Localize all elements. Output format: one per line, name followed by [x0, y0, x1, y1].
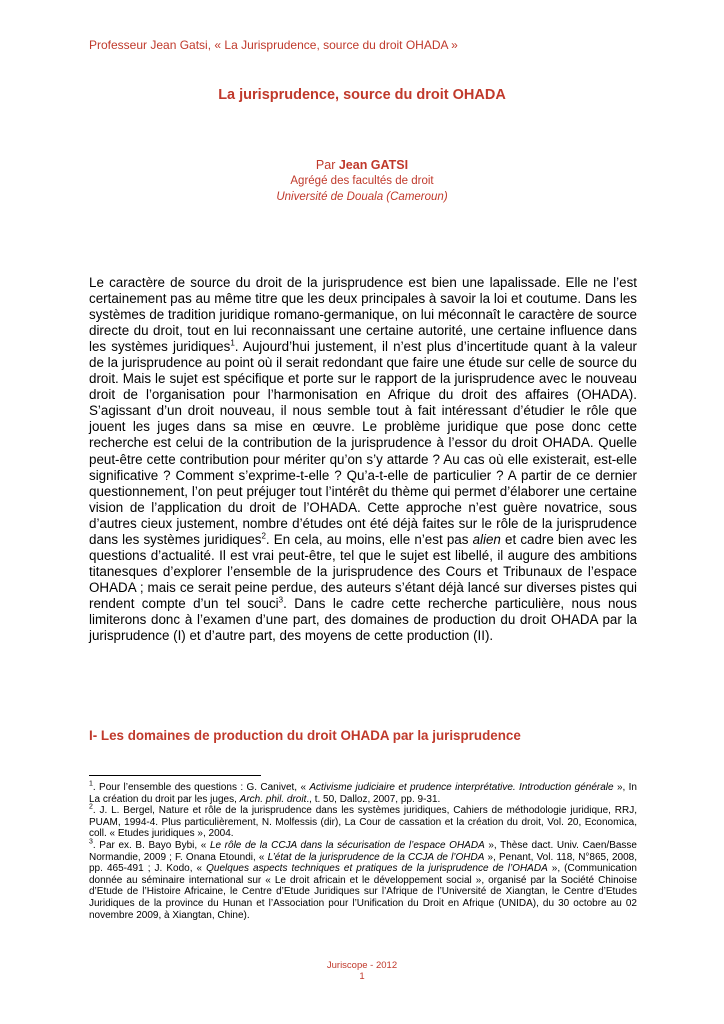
footnote-text: », Penant, Vol. 118, N°865, 2008, pp. 465-491 ; J. Kodo, « [89, 851, 638, 875]
footnote-text: », In La création du droit par les juges, [89, 782, 637, 805]
byline [0, 157, 724, 205]
author-affiliation: Université de Douala (Cameroun) [276, 191, 448, 203]
footnote-ref-1[interactable]: 1 [230, 338, 235, 348]
introduction-paragraph [89, 275, 637, 644]
footnote-text: . Pour l’ensemble des questions : G. Canivet, « [92, 782, 310, 793]
journal-name: Juriscope - 2012 [326, 960, 398, 971]
footnote-ref-3[interactable]: 3 [278, 595, 284, 605]
footnote-3 [89, 840, 637, 921]
footnote-text: », (Communication donnée au séminaire international sur « Le droit africain et le développement social », organisé par la Société Chinoise d’Etude de l’Histoire Africaine, le Centre d’Etude Juridiques sur l’Afrique de l’Université de Xiangtan, le Centre d’Etudes Juridiques de la province du Hunan et l’Association pour l’Unification du Droit en Afrique (UNIDA), du 30 octobre au 02 novembre 2009, à Xiangtan, Chine). [89, 863, 637, 921]
body-text-segment: . Dans le cadre cette recherche particulière, nous nous limiterons donc à l’examen d’une part, des domaines de production du droit OHADA par la jurisprudence (I) et d’autre part, des moyens de cette production (II). [89, 595, 637, 644]
body-italic-word: alien [472, 531, 501, 547]
footnote-number: 2 [89, 803, 93, 811]
author-line [0, 157, 724, 173]
page-number: 1 [359, 971, 365, 982]
footnote-separator [89, 775, 261, 776]
section-heading: I- Les domaines de production du droit OHADA par la jurisprudence [89, 728, 521, 743]
author-prefix: Par [315, 158, 339, 172]
footnote-number: 3 [89, 838, 93, 846]
footnote-number: 1 [89, 780, 93, 788]
footnote-1 [89, 782, 637, 805]
footnote-2 [89, 805, 637, 840]
body-text-segment: . En cela, au moins, elle n’est pas [265, 531, 473, 547]
running-header: Professeur Jean Gatsi, « La Jurisprudence, source du droit OHADA » [89, 38, 458, 52]
page-footer [0, 960, 724, 982]
body-text-segment: . Aujourd’hui justement, il n’est plus d’incertitude quant à la valeur de la jurisprudence au point où il serait redondant que faire une étude sur celle de source du droit. Mais le sujet est spécifique et porte sur le rapport de la jurisprudence avec le nouveau droit de l’organisation pour l’harmonisation en Afrique du droit des affaires (OHADA). S’agissant d’un droit nouveau, il nous semble tout à fait intéressant d’étudier le rôle que jouent les juges dans sa mise en œuvre. Le problème juridique que pose donc cette recherche est celui de la contribution de la jurisprudence à l’essor du droit OHADA. Quelle peut-être cette contribution pour mériter qu’on s’y attarde ? Au cas où elle existerait, est-elle significative ? Comment s’exprime-t-elle ? Qu’a-t-elle de particulier ? A partir de ce dernier questionnement, l’on peut préjuger tout l’intérêt du thème qui permet d’élaborer une certaine vision de l’application du droit de l’OHADA. Cette approche n’est guère novatrice, sous d’autres cieux justement, nombre d’études ont été déjà faites sur le rôle de la jurisprudence dans les systèmes juridiques [89, 339, 637, 547]
footnote-text: . Par ex. B. Bayo Bybi, « [92, 839, 210, 851]
body-text-segment: Le caractère de source du droit de la jurisprudence est bien une lapalissade. Elle ne l’est certainement pas au même titre que les deux principales à savoir la loi et coutume. Dans les systèmes de tradition juridique romano-germanique, on lui méconnaît le caractère de source directe du droit, tout en lui reconnaissant une certaine autorité, une certaine influence dans les systèmes juridiques [89, 275, 637, 355]
footnote-text: ., t. 50, Dalloz, 2007, pp. 9-31. [306, 793, 441, 805]
footnote-italic: L’état de la jurisprudence de la CCJA de l’OHDA [267, 851, 485, 863]
footnote-italic: Arch. phil. droit [239, 793, 307, 805]
author-name: Jean GATSI [338, 158, 409, 172]
footnote-italic: Activisme judiciaire et prudence interprétative. Introduction générale [309, 782, 614, 793]
author-role: Agrégé des facultés de droit [290, 175, 434, 187]
footnote-ref-2[interactable]: 2 [261, 531, 266, 541]
footnote-italic: Le rôle de la CCJA dans la sécurisation de l’espace OHADA [209, 839, 485, 851]
footnote-italic: Quelques aspects techniques et pratiques de la jurisprudence de l’OHADA [206, 863, 548, 875]
footnote-text: . J. L. Bergel, Nature et rôle de la jurisprudence dans les systèmes juridiques, Cahiers de méthodologie juridique, RRJ, PUAM, 1994-4. Plus particulièrement, N. Molfessis (dir), La Cour de cassation et la création du droit, Vol. 20, Economica, coll. « Etudes juridiques », 2004. [89, 805, 637, 840]
document-title: La jurisprudence, source du droit OHADA [218, 87, 506, 103]
footnote-text: », Thèse dact. Univ. Caen/Basse Normandie, 2009 ; F. Onana Etoundi, « [89, 839, 637, 863]
footnotes [89, 782, 637, 921]
body-text-segment: et cadre bien avec les questions d’actualité. Il est vrai peut-être, tel que le sujet est libellé, il augure des ambitions titanesques d’explorer l’ensemble de la jurisprudence des Cours et Tribunaux de l’espace OHADA ; mais ce serait peine perdue, des auteurs s’étant déjà lancé sur diverses pistes qui rendent compte d’un tel souci [89, 531, 637, 611]
